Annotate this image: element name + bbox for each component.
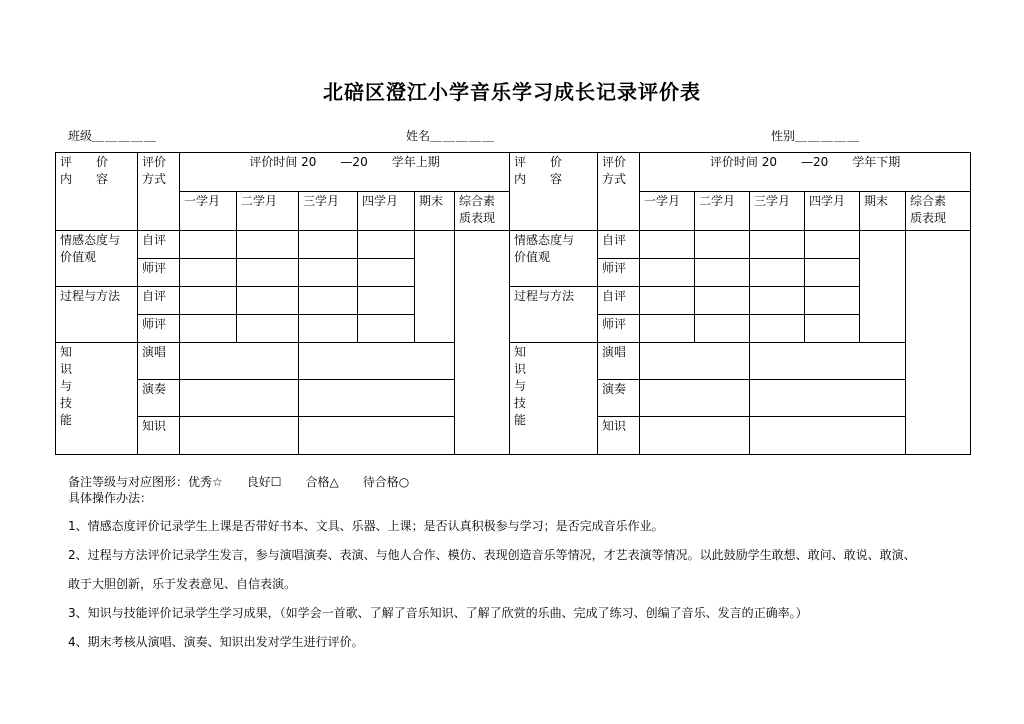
name-field[interactable] — [406, 127, 495, 144]
score-cell[interactable] — [805, 259, 860, 287]
score-cell[interactable] — [180, 231, 237, 259]
score-cell[interactable] — [299, 315, 358, 343]
score-cell[interactable] — [640, 343, 750, 380]
score-cell[interactable] — [805, 287, 860, 315]
time-lower-term: 评价时间 20 —20 学年下期 — [640, 153, 971, 192]
month-2-lower: 二学月 — [695, 192, 750, 231]
grade-excellent: 优秀☆ — [188, 475, 223, 489]
score-cell[interactable] — [695, 231, 750, 259]
playing-label: 演奏 — [598, 380, 640, 417]
score-cell[interactable] — [180, 287, 237, 315]
instruction-2: 2、过程与方法评价记录学生发言，参与演唱演奏、表演、与他人合作、模仿、表现创造音乐等情况，才艺表演等情况。以此鼓励学生敢想、敢问、敢说、敢演、 — [68, 548, 916, 562]
header-method-upper: 评价 方式 — [138, 153, 180, 231]
notes-section — [68, 474, 409, 506]
score-cell[interactable] — [750, 343, 906, 380]
score-cell[interactable] — [750, 287, 805, 315]
grade-good: 良好☐ — [246, 475, 282, 489]
playing-label: 演奏 — [138, 380, 180, 417]
score-cell[interactable] — [358, 315, 415, 343]
score-cell[interactable] — [237, 287, 299, 315]
grade-legend: 备注等级与对应图形：优秀☆ 良好☐ 合格△ 待合格○ — [68, 475, 410, 489]
score-cell[interactable] — [640, 259, 695, 287]
gender-field[interactable] — [771, 127, 860, 144]
instruction-3: 3、知识与技能评价记录学生学习成果，（如学会一首歌、了解了音乐知识、了解了欣赏的乐曲、完成了练习、创编了音乐、发言的正确率。） — [68, 606, 808, 620]
month-4-upper: 四学月 — [358, 192, 415, 231]
instruction-1: 1、情感态度评价记录学生上课是否带好书本、文具、乐器、上课；是否认真积极参与学习；是否完成音乐作业。 — [68, 519, 664, 533]
self-eval-label: 自评 — [138, 231, 180, 259]
score-cell[interactable] — [640, 380, 750, 417]
score-cell[interactable] — [180, 417, 299, 455]
score-cell[interactable] — [640, 287, 695, 315]
class-blank[interactable]: ＿＿＿＿＿ — [92, 129, 158, 143]
class-label: 班级 — [68, 129, 93, 143]
self-eval-label: 自评 — [598, 287, 640, 315]
instruction-4: 4、期末考核从演唱、演奏、知识出发对学生进行评价。 — [68, 635, 364, 649]
overall-lower: 综合素 质表现 — [906, 192, 971, 231]
overall-upper: 综合素 质表现 — [455, 192, 510, 231]
evaluation-table — [55, 152, 971, 455]
month-3-upper: 三学月 — [299, 192, 358, 231]
score-cell[interactable] — [180, 380, 299, 417]
month-1-lower: 一学月 — [640, 192, 695, 231]
final-upper: 期末 — [415, 192, 455, 231]
grade-pass: 合格△ — [305, 475, 339, 489]
score-cell[interactable] — [750, 315, 805, 343]
score-cell[interactable] — [695, 315, 750, 343]
row-process-lower: 过程与方法 — [510, 287, 598, 343]
header-content-upper: 评 价 内 容 — [56, 153, 138, 231]
teacher-eval-label: 师评 — [598, 259, 640, 287]
score-cell[interactable] — [237, 315, 299, 343]
row-knowledge-lower: 知 识 与 技 能 — [510, 343, 598, 455]
score-cell[interactable] — [299, 380, 455, 417]
name-label: 姓名 — [406, 129, 431, 143]
score-cell[interactable] — [299, 287, 358, 315]
gender-blank[interactable]: ＿＿＿＿＿ — [795, 129, 861, 143]
grade-pending: 待合格○ — [362, 475, 410, 489]
page-title: 北碚区澄江小学音乐学习成长记录评价表 — [323, 80, 701, 104]
final-score-lower[interactable] — [860, 231, 906, 343]
header-content-lower: 评 价 内 容 — [510, 153, 598, 231]
score-cell[interactable] — [750, 259, 805, 287]
row-attitude-lower: 情感态度与 价值观 — [510, 231, 598, 287]
score-cell[interactable] — [805, 231, 860, 259]
score-cell[interactable] — [180, 315, 237, 343]
score-cell[interactable] — [805, 315, 860, 343]
row-knowledge-upper: 知 识 与 技 能 — [56, 343, 138, 455]
row-attitude-upper: 情感态度与 价值观 — [56, 231, 138, 287]
month-4-lower: 四学月 — [805, 192, 860, 231]
row-process-upper: 过程与方法 — [56, 287, 138, 343]
score-cell[interactable] — [750, 380, 906, 417]
overall-score-lower[interactable] — [906, 231, 971, 455]
knowledge-label: 知识 — [598, 417, 640, 455]
score-cell[interactable] — [299, 231, 358, 259]
singing-label: 演唱 — [598, 343, 640, 380]
month-3-lower: 三学月 — [750, 192, 805, 231]
final-score-upper[interactable] — [415, 231, 455, 343]
teacher-eval-label: 师评 — [138, 315, 180, 343]
month-1-upper: 一学月 — [180, 192, 237, 231]
gender-label: 性别 — [771, 129, 796, 143]
score-cell[interactable] — [358, 231, 415, 259]
score-cell[interactable] — [299, 343, 455, 380]
score-cell[interactable] — [640, 417, 750, 455]
score-cell[interactable] — [750, 417, 906, 455]
score-cell[interactable] — [695, 287, 750, 315]
score-cell[interactable] — [640, 315, 695, 343]
singing-label: 演唱 — [138, 343, 180, 380]
self-eval-label: 自评 — [598, 231, 640, 259]
method-title: 具体操作办法： — [68, 491, 153, 505]
score-cell[interactable] — [237, 231, 299, 259]
knowledge-label: 知识 — [138, 417, 180, 455]
teacher-eval-label: 师评 — [598, 315, 640, 343]
score-cell[interactable] — [237, 259, 299, 287]
score-cell[interactable] — [640, 231, 695, 259]
instruction-2-cont: 敢于大胆创新，乐于发表意见、自信表演。 — [68, 577, 297, 591]
time-upper-term: 评价时间 20 —20 学年上期 — [180, 153, 510, 192]
score-cell[interactable] — [695, 259, 750, 287]
name-blank[interactable]: ＿＿＿＿＿ — [430, 129, 496, 143]
self-eval-label: 自评 — [138, 287, 180, 315]
score-cell[interactable] — [299, 259, 358, 287]
teacher-eval-label: 师评 — [138, 259, 180, 287]
score-cell[interactable] — [299, 417, 455, 455]
final-lower: 期末 — [860, 192, 906, 231]
score-cell[interactable] — [358, 287, 415, 315]
class-field[interactable] — [68, 127, 157, 144]
overall-score-upper[interactable] — [455, 231, 510, 455]
score-cell[interactable] — [180, 343, 299, 380]
header-method-lower: 评价 方式 — [598, 153, 640, 231]
score-cell[interactable] — [750, 231, 805, 259]
month-2-upper: 二学月 — [237, 192, 299, 231]
score-cell[interactable] — [180, 259, 237, 287]
score-cell[interactable] — [358, 259, 415, 287]
